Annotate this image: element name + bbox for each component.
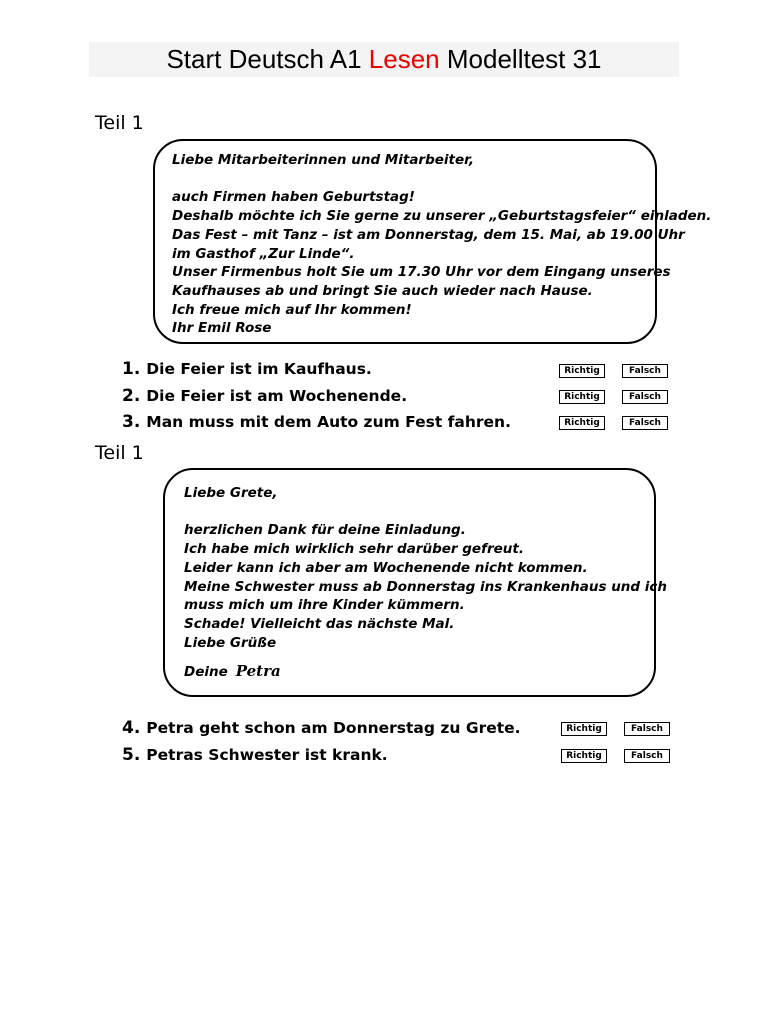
letter-2-line: Meine Schwester muss ab Donnerstag ins Krankenhaus und ich [184, 578, 668, 595]
question-3 [122, 412, 511, 432]
q2-falsch-button[interactable]: Falsch [622, 390, 668, 404]
question-number: 5. [122, 745, 141, 765]
q1-falsch-button[interactable]: Falsch [622, 364, 668, 378]
q5-falsch-button[interactable]: Falsch [624, 749, 670, 763]
question-text: Die Feier ist am Wochenende. [146, 387, 408, 405]
q2-richtig-button[interactable]: Richtig [559, 390, 605, 404]
letter-1-line: im Gasthof „Zur Linde“. [172, 245, 355, 262]
letter-2-line: muss mich um ihre Kinder kümmern. [184, 597, 465, 614]
letter-1 [153, 139, 712, 344]
q3-falsch-button[interactable]: Falsch [622, 416, 668, 430]
letter-2-line: Liebe Grüße [184, 634, 277, 651]
question-text: Die Feier ist im Kaufhaus. [146, 360, 372, 378]
title-part-3: Modelltest 31 [446, 44, 602, 74]
question-1 [122, 359, 372, 379]
q4-falsch-button[interactable]: Falsch [624, 722, 670, 736]
q3-richtig-button[interactable]: Richtig [559, 416, 605, 430]
page-title [89, 42, 679, 77]
letter-2-line: Ich habe mich wirklich sehr darüber gefreut. [184, 541, 524, 558]
title-part-1: Start Deutsch A1 [166, 44, 362, 74]
section-1-heading: Teil 1 [95, 112, 144, 134]
letter-2 [163, 468, 668, 697]
q4-richtig-button[interactable]: Richtig [561, 722, 607, 736]
letter-1-line: auch Firmen haben Geburtstag! [172, 189, 415, 206]
letter-2-line: herzlichen Dank für deine Einladung. [184, 522, 466, 539]
section-2-heading: Teil 1 [95, 442, 144, 464]
letter-2-line: Liebe Grete, [184, 485, 278, 501]
question-2 [122, 386, 407, 406]
q5-richtig-button[interactable]: Richtig [561, 749, 607, 763]
q1-richtig-button[interactable]: Richtig [559, 364, 605, 378]
letter-2-line: Schade! Vielleicht das nächste Mal. [184, 615, 455, 632]
question-text: Petras Schwester ist krank. [146, 746, 388, 764]
closing-word: Deine [184, 664, 228, 681]
letter-2-line: Leider kann ich aber am Wochenende nicht kommen. [184, 559, 588, 576]
question-number: 1. [122, 359, 141, 379]
letter-1-line: Deshalb möchte ich Sie gerne zu unserer „Geburtstagsfeier“ einladen. [172, 208, 712, 225]
letter-2-closing [184, 662, 654, 682]
letter-1-line: Liebe Mitarbeiterinnen und Mitarbeiter, [172, 152, 474, 168]
title-part-lesen: Lesen [368, 44, 440, 74]
letter-1-line: Kaufhauses ab und bringt Sie auch wieder nach Hause. [172, 282, 593, 299]
letter-1-line: Ich freue mich auf Ihr kommen! [172, 301, 412, 318]
signature: Petra [235, 662, 281, 681]
letter-1-line: Unser Firmenbus holt Sie um 17.30 Uhr vor dem Eingang unseres [172, 264, 671, 281]
question-number: 3. [122, 412, 141, 432]
question-number: 4. [122, 718, 141, 738]
question-text: Petra geht schon am Donnerstag zu Grete. [146, 719, 521, 737]
question-5 [122, 745, 388, 765]
letter-1-line: Das Fest – mit Tanz – ist am Donnerstag, dem 15. Mai, ab 19.00 Uhr [172, 226, 685, 243]
question-number: 2. [122, 386, 141, 406]
question-4 [122, 718, 521, 738]
letter-1-line: Ihr Emil Rose [172, 320, 272, 337]
question-text: Man muss mit dem Auto zum Fest fahren. [146, 413, 511, 431]
